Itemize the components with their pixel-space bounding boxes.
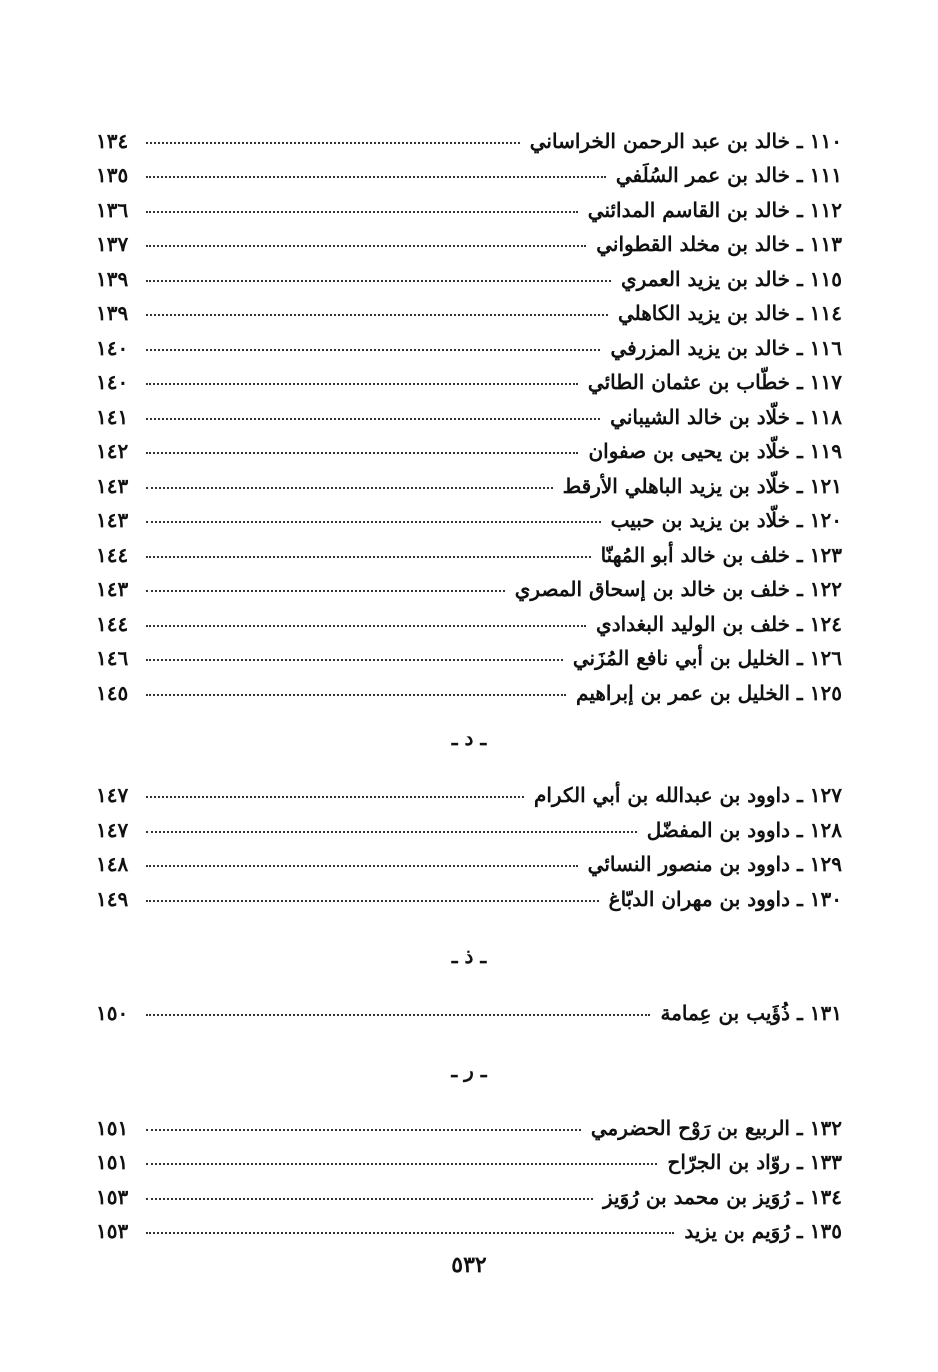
entry-name: ١١٥ ـ خالد بن يزيد العمري (621, 266, 842, 291)
entry-page-number: ١٥١ (96, 1115, 129, 1140)
section-letter-heading: ـ د ـ (451, 725, 487, 750)
index-entry (96, 807, 842, 842)
entry-page-number: ١٣٤ (96, 128, 129, 153)
entry-name: ١١٠ ـ خالد بن عبد الرحمن الخراساني (529, 128, 842, 153)
entry-name: ١٢٠ ـ خلّاد بن يزيد بن حبيب (610, 508, 842, 532)
dotted-leader (146, 211, 578, 213)
entry-name: ١١٦ ـ خالد بن يزيد المزرفي (610, 335, 842, 360)
dotted-leader (146, 1163, 657, 1165)
entry-name: ١١١ ـ خالد بن عمر السُلَفي (615, 163, 842, 187)
index-entry (96, 1174, 842, 1209)
index-entry (96, 256, 842, 291)
dotted-leader (146, 521, 601, 523)
index-entry (96, 532, 842, 567)
dotted-leader (146, 314, 608, 316)
section-letter-heading: ـ ذ ـ (451, 943, 487, 968)
entry-name: ١٢٦ ـ الخليل بن أبي نافع المُزَني (572, 646, 842, 670)
index-entry (96, 1105, 842, 1140)
index-entry (96, 773, 842, 808)
entry-page-number: ١٤٨ (96, 852, 129, 876)
entry-name: ١٢٤ ـ خلف بن الوليد البغدادي (596, 611, 842, 636)
index-entry (96, 1140, 842, 1175)
entry-page-number: ١٣٩ (96, 301, 129, 325)
index-entry (96, 991, 842, 1026)
dotted-leader (146, 1014, 650, 1016)
entry-name: ١٢٣ ـ خلف بن خالد أبو المُهنّا (600, 542, 842, 567)
entry-name: ١٣٤ ـ رُوَيز بن محمد بن رُوَيز (603, 1184, 842, 1209)
entry-name: ١٣٥ ـ رُوَيم بن يزيد (684, 1219, 842, 1243)
dotted-leader (146, 245, 586, 247)
section-letter-heading: ـ ر ـ (451, 1058, 487, 1082)
dotted-leader (146, 452, 578, 454)
entry-page-number: ١٣٥ (96, 163, 129, 187)
entry-name: ١٢٨ ـ داوود بن المفضّل (646, 817, 842, 842)
dotted-leader (146, 659, 563, 661)
index-entry (96, 463, 842, 498)
dotted-leader (146, 176, 606, 178)
dotted-leader (146, 383, 578, 385)
dotted-leader (146, 1232, 674, 1234)
index-entry (96, 567, 842, 602)
entry-name: ١١٩ ـ خلّاد بن يحيى بن صفوان (588, 439, 842, 463)
dotted-leader (146, 590, 505, 592)
entry-page-number: ١٤٣ (96, 508, 129, 532)
index-entry (96, 1209, 842, 1244)
entry-name: ١٣٣ ـ روّاد بن الجرّاح (667, 1150, 842, 1174)
entry-page-number: ١٤٢ (96, 439, 129, 463)
entry-name: ١٣١ ـ ذُؤَيب بن عِمامة (660, 1001, 842, 1025)
dotted-leader (146, 625, 586, 627)
index-entry (96, 601, 842, 636)
entry-page-number: ١٤٧ (96, 817, 129, 842)
entry-page-number: ١٤٩ (96, 886, 129, 911)
dotted-leader (146, 900, 599, 902)
dotted-leader (146, 694, 566, 696)
entry-name: ١٣٠ ـ داوود بن مهران الدبّاغ (608, 886, 842, 911)
entry-page-number: ١٤٠ (96, 335, 129, 360)
index-entry (96, 222, 842, 257)
dotted-leader (146, 831, 637, 833)
entry-name: ١٢١ ـ خلّاد بن يزيد الباهلي الأرقط (562, 473, 842, 498)
entry-name: ١٢٩ ـ داوود بن منصور النسائي (587, 852, 842, 876)
dotted-leader (146, 1198, 593, 1200)
entry-page-number: ١٤٣ (96, 473, 129, 498)
index-entry (96, 842, 842, 877)
entry-page-number: ١٥١ (96, 1150, 129, 1174)
index-entry (96, 636, 842, 671)
entry-page-number: ١٤٤ (96, 542, 129, 567)
entry-page-number: ١٤٦ (96, 646, 129, 670)
entry-page-number: ١٤٠ (96, 370, 129, 394)
dotted-leader (146, 865, 578, 867)
entry-page-number: ١٣٩ (96, 266, 129, 291)
entry-name: ١٢٢ ـ خلف بن خالد بن إسحاق المصري (514, 577, 842, 601)
index-entry (96, 498, 842, 533)
dotted-leader (146, 487, 553, 489)
dotted-leader (146, 280, 611, 282)
dotted-leader (146, 796, 524, 798)
entry-name: ١١٢ ـ خالد بن القاسم المدائني (587, 197, 842, 222)
index-entry (96, 394, 842, 429)
entry-page-number: ١٤٥ (96, 680, 129, 705)
index-entry (96, 153, 842, 188)
index-list (96, 118, 842, 1243)
dotted-leader (146, 1129, 581, 1131)
index-entry (96, 360, 842, 395)
entry-name: ١١٤ ـ خالد بن يزيد الكاهلي (617, 301, 842, 325)
entry-page-number: ١٥٠ (96, 1001, 129, 1025)
entry-page-number: ١٣٦ (96, 197, 129, 222)
index-entry (96, 876, 842, 911)
dotted-leader (146, 349, 600, 351)
entry-page-number: ١٤٧ (96, 783, 129, 807)
entry-page-number: ١٤٤ (96, 611, 129, 636)
entry-page-number: ١٤٣ (96, 577, 129, 601)
index-entry (96, 429, 842, 464)
entry-name: ١١٨ ـ خلّاد بن خالد الشيباني (610, 404, 842, 429)
index-entry (96, 325, 842, 360)
entry-name: ١٢٥ ـ الخليل بن عمر بن إبراهيم (576, 680, 842, 705)
entry-page-number: ١٣٧ (96, 232, 129, 256)
index-entry (96, 291, 842, 326)
dotted-leader (146, 418, 600, 420)
index-entry (96, 670, 842, 705)
page-number: ٥٣٢ (451, 1252, 487, 1278)
index-entry (96, 118, 842, 153)
dotted-leader (146, 142, 520, 144)
entry-name: ١٣٢ ـ الربيع بن رَوْح الحضرمي (590, 1115, 842, 1140)
entry-page-number: ١٥٣ (96, 1219, 129, 1243)
index-entry (96, 187, 842, 222)
entry-name: ١٢٧ ـ داوود بن عبدالله بن أبي الكرام (533, 783, 842, 807)
entry-page-number: ١٥٣ (96, 1184, 129, 1209)
entry-name: ١١٣ ـ خالد بن مخلد القطواني (596, 232, 842, 256)
dotted-leader (146, 556, 591, 558)
entry-name: ١١٧ ـ خطّاب بن عثمان الطائي (587, 370, 842, 394)
entry-page-number: ١٤١ (96, 404, 129, 429)
